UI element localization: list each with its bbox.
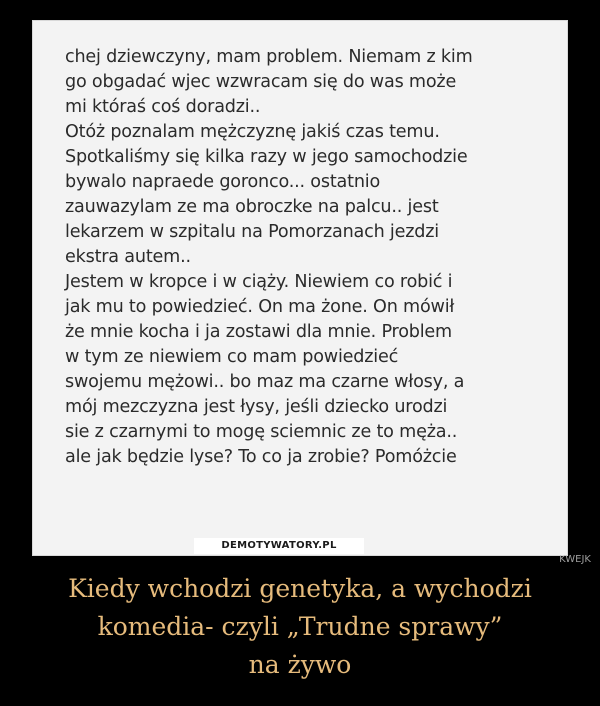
caption <box>20 570 580 684</box>
post-line: ale jak będzie lyse? To co ja zrobie? Pomóżcie <box>65 447 457 467</box>
corner-watermark: KWEJK <box>559 554 591 565</box>
caption-line: na żywo <box>248 650 352 679</box>
post-line: Spotkaliśmy się kilka razy w jego samochodzie <box>65 147 468 167</box>
post-line: ekstra autem.. <box>65 247 191 267</box>
post-line: swojemu mężowi.. bo maz ma czarne włosy, a <box>65 372 465 392</box>
post-line: Otóż poznalam mężczyznę jakiś czas temu. <box>65 122 440 142</box>
post-line: zauwazylam ze ma obroczke na palcu.. jest <box>65 197 439 217</box>
post-line: lekarzem w szpitalu na Pomorzanach jezdzi <box>65 222 439 242</box>
caption-line: komedia- czyli „Trudne sprawy” <box>97 612 503 641</box>
post-text <box>65 45 577 470</box>
screenshot-frame <box>32 20 591 565</box>
post-line: w tym ze niewiem co mam powiedzieć <box>65 347 399 367</box>
post-line: bywalo napraede goronco... ostatnio <box>65 172 381 192</box>
post-line: Jestem w kropce i w ciąży. Niewiem co robić i <box>65 272 453 292</box>
post-line: mój mezczyzna jest łysy, jeśli dziecko urodzi <box>65 397 448 417</box>
post-line: jak mu to powiedzieć. On ma żone. On mówił <box>65 297 455 317</box>
site-watermark: DEMOTYWATORY.PL <box>194 538 364 554</box>
post-line: mi któraś coś doradzi.. <box>65 97 261 117</box>
caption-line: Kiedy wchodzi genetyka, a wychodzi <box>68 574 532 603</box>
post-line: że mnie kocha i ja zostawi dla mnie. Problem <box>65 322 452 342</box>
post-line: go obgadać wjec wzwracam się do was może <box>65 72 457 92</box>
post-line: sie z czarnymi to mogę sciemnic ze to męża.. <box>65 422 458 442</box>
post-line: chej dziewczyny, mam problem. Niemam z kim <box>65 47 473 67</box>
